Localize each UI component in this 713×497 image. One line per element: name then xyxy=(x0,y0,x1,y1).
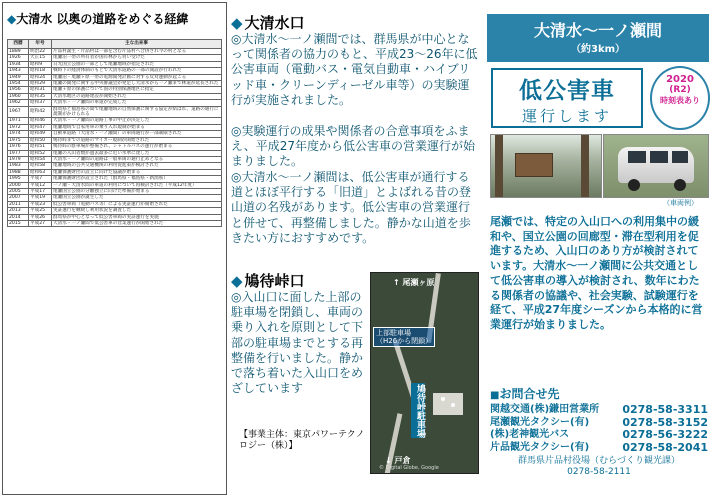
year-cell: 1975 xyxy=(8,137,29,143)
year-cell: 1979 xyxy=(8,156,29,162)
route-banner xyxy=(487,14,709,62)
contact-entry xyxy=(490,429,708,442)
table-row xyxy=(8,81,222,87)
era-cell: 昭和29 xyxy=(29,81,52,87)
event-cell: 実証運行を継続し利用状況を調査した xyxy=(52,208,222,214)
contact-footer: 群馬県片品村役場（むらづくり観光課） 0278-58-2111 xyxy=(518,456,680,477)
year-cell: 2014 xyxy=(8,214,29,220)
era-cell: 平成27 xyxy=(29,220,52,226)
map-label-ozegahara: ↑ 尾瀬ヶ原 xyxy=(393,278,435,287)
year-cell: 1943 xyxy=(8,68,29,74)
year-cell: 1954 xyxy=(8,81,29,87)
year-cell: 1974 xyxy=(8,131,29,137)
event-cell: 一ノ瀬・大清水間の車道の利用について再検討された（平成12年度） xyxy=(52,182,222,188)
year-cell: 1962 xyxy=(8,100,29,106)
year-cell: 1983 xyxy=(8,163,29,169)
era-cell: 昭和42 xyxy=(29,106,52,118)
year-cell: 1977 xyxy=(8,150,29,156)
event-cell: 鳩待峠までの道路のマイカー規制が開始された xyxy=(52,137,222,143)
era-cell: 昭和24 xyxy=(29,74,52,80)
history-title: ◆大清水 以奥の道路をめぐる経緯 xyxy=(7,12,189,26)
event-cell: 群馬県が中心となって低公害車両の実証運行を実施 xyxy=(52,214,222,220)
oshimizu-para-2: ◎実験運行の成果や関係者の合意事項をふまえ、平成27年度から低公害車の営業運行が始まりました。 xyxy=(231,124,475,169)
event-cell: 尾瀬ヶ原の保護について国の特別保護地区に指定 xyxy=(52,87,222,93)
year-cell: 1934 xyxy=(8,61,29,67)
event-cell: 尾瀬地域の公共交通機関の利用促進策が検討された xyxy=(52,163,222,169)
year-cell: 1972 xyxy=(8,124,29,130)
oshimizu-para-3: ◎大清水～一ノ瀬間は、低公害車が通行する道とほぼ平行する「旧道」とよばれる昔の登山道の名残があります。低公害車の営業運行と併せて、再整備しました。静かな山道を歩きたい方におすすめです。 xyxy=(231,170,472,245)
contact-name: (株)老神観光バス xyxy=(490,429,570,440)
contact-name: 尾瀬観光タクシー(有) xyxy=(490,416,590,428)
oshimizu-heading: ◆ 大清水口 xyxy=(231,14,305,32)
era-cell: 昭和51 xyxy=(29,144,52,150)
event-cell: 低公害車両（電動バス等）による実証運行が開始された xyxy=(52,201,222,207)
table-row xyxy=(8,220,222,226)
diamond-icon: ◆ xyxy=(7,12,17,26)
event-cell: 尾瀬の入山者数が過去最多に近い水準に達した xyxy=(52,150,222,156)
year-cell: 1889 xyxy=(8,49,29,55)
event-cell: 尾瀬沼・尾瀬ヶ原一帯の電源開発計画に対する反対運動が起こる xyxy=(52,74,222,80)
year-cell: 1976 xyxy=(8,144,29,150)
year-cell: 2007 xyxy=(8,195,29,201)
contact-tel: 0278-58-3152 xyxy=(622,415,708,429)
map-label-tokura: ↓ 戸倉 xyxy=(385,456,411,465)
era-cell: 昭和63 xyxy=(29,169,52,175)
contact-name: 片品観光タクシー(有) xyxy=(490,441,590,453)
era-cell: 平成7 xyxy=(29,176,52,182)
year-cell: 1971 xyxy=(8,118,29,124)
vehicle-photo xyxy=(603,134,709,198)
year-cell: 2015 xyxy=(8,220,29,226)
hatomachi-owner: 【事業主体：東京パワーテクノロジー（株）】 xyxy=(239,430,365,451)
map-hatomachi-lot: 鳩待峠駐車場 xyxy=(411,383,425,438)
event-cell: 大清水地区の道路建設が開始された xyxy=(52,93,222,99)
era-cell: 昭和9 xyxy=(29,61,52,67)
event-cell: 尾瀬の開発に関する中央審議会が発足し大清水から一ノ瀬まで林道が延長された xyxy=(52,81,222,87)
history-table xyxy=(7,39,222,227)
year-cell: 1995 xyxy=(8,176,29,182)
event-cell: 尾瀬沼一帯の所有者が国有林から買い受けた xyxy=(52,55,222,61)
year-cell: 1949 xyxy=(8,74,29,80)
era-cell: 平成25 xyxy=(29,208,52,214)
hatomachi-map xyxy=(370,272,479,474)
diamond-icon: ◆ xyxy=(231,14,243,32)
diamond-icon: ◆ xyxy=(231,272,243,290)
year-cell: 2005 xyxy=(8,188,29,194)
col-era: 年号 xyxy=(29,40,52,49)
contact-heading: ■お問合せ先 xyxy=(490,387,560,401)
hatomachi-para: ◎入山口に面した上部の駐車場を閉鎖し、車両の乗り入れを原則として下部の駐車場までとする再整備を行いました。静かで落ち着いた入山口をめざしています xyxy=(231,290,364,396)
col-event: 主な出来事 xyxy=(52,40,222,49)
era-cell: 昭和54 xyxy=(29,156,52,162)
era-cell: 平成26 xyxy=(29,214,52,220)
route-distance: （約3km） xyxy=(570,44,626,55)
event-cell: 鳩待峠の駐車場が整備され、シャトルバスの運行が始まる xyxy=(52,144,222,150)
event-cell: 大清水・一ノ瀬間の道路は一般車両の通行止めとなる xyxy=(52,156,222,162)
year-cell: 1960 xyxy=(8,93,29,99)
route-title: 大清水～一ノ瀬間 xyxy=(533,21,662,40)
table-row xyxy=(8,182,222,188)
event-cell: 尾瀬国立公園が誕生した xyxy=(52,195,222,201)
right-column xyxy=(487,2,711,495)
intro-description: 尾瀬では、特定の入山口への利用集中の緩和や、国立公園の回廊型・滞在型利用を促進するため、入山口のあり方が検討されています。大清水～一ノ瀬間に公共交通として低公害車の導入が検討され、数年にわたる関係者の協議や、社会実験、試験運行を経て、平成27年度シーズンから本格的に営業運行が始まりました。 xyxy=(490,215,703,331)
middle-column xyxy=(229,2,481,495)
year-cell: 1956 xyxy=(8,87,29,93)
era-cell: 昭和46 xyxy=(29,118,52,124)
headline-sub: 運行します xyxy=(521,107,612,125)
event-cell: 片品村誕生・片品村は一部を含む片品村へ合併され今の村となる xyxy=(52,49,222,55)
era-cell: 昭和18 xyxy=(29,68,52,74)
era-cell: 昭和37 xyxy=(29,100,52,106)
year-cell: 1926 xyxy=(8,55,29,61)
era-cell: 大正15 xyxy=(29,55,52,61)
era-cell: 昭和31 xyxy=(29,87,52,93)
contact-entry xyxy=(490,442,708,455)
history-panel xyxy=(2,2,227,495)
col-year: 西暦 xyxy=(8,40,29,49)
era-cell: 昭和49 xyxy=(29,131,52,137)
event-cell: 尾瀬保護財団の設立に向けた協議が始まる xyxy=(52,169,222,175)
contact-tel: 0278-58-3311 xyxy=(622,403,708,416)
era-cell: 昭和47 xyxy=(29,124,52,130)
event-cell: 日光国立公園の一部として尾瀬地域が指定された xyxy=(52,61,222,67)
event-cell: 尾瀬保護財団が設立された（群馬県・福島県・新潟県） xyxy=(52,176,222,182)
era-cell: 平成23 xyxy=(29,201,52,207)
event-cell: 群馬県と福島県の間で尾瀬地域の自然保護に関する協定が結ばれ、道路の通行に規制がかけられる xyxy=(52,106,222,118)
square-icon: ■ xyxy=(490,390,500,401)
headline-main: 低公害車 xyxy=(519,78,615,104)
era-cell: 昭和52 xyxy=(29,150,52,156)
contact-tel: 0278-58-2041 xyxy=(622,440,708,454)
era-cell: 明治22 xyxy=(29,49,52,55)
oshimizu-para-1: ◎大清水～一ノ瀬間では、群馬県が中心となって関係者の協力のもと、平成23～26年に低公害車両（電動バス・電気自動車・ハイブリッド車・クリーンディーゼル車等）の実験運行が実施されました。 xyxy=(231,32,478,107)
era-cell: 昭和58 xyxy=(29,163,52,169)
era-cell: 平成17 xyxy=(29,188,52,194)
contact-name: 関越交通(株)鎌田営業所 xyxy=(490,404,600,415)
year-cell: 2000 xyxy=(8,182,29,188)
year-cell: 1967 xyxy=(8,106,29,118)
year-cell: 1988 xyxy=(8,169,29,175)
trailhead-photo xyxy=(490,134,602,198)
map-credit: © Digital Globe, Google xyxy=(379,465,439,471)
contact-entry xyxy=(490,404,708,417)
event-cell: 大清水・一ノ瀬間で低公害車の営業運行が開始された xyxy=(52,220,222,226)
hatomachi-heading: ◆ 鳩待峠口 xyxy=(231,272,305,290)
year-badge: 2020 (R2) 時刻表あり xyxy=(650,66,710,130)
event-cell: 戦時下の経済体制のもとで大清水道路の一部の開設が行われた xyxy=(52,68,222,74)
headline-box xyxy=(491,68,643,128)
event-cell: 自動車道路（大清水・一ノ瀬間）の車両通行が一部制限された xyxy=(52,131,222,137)
era-cell: 昭和50 xyxy=(29,137,52,143)
event-cell: 大清水・一ノ瀬間の車道が完成した xyxy=(52,100,222,106)
map-upper-lot: 上部駐車場 （H26から閉鎖） xyxy=(373,327,435,347)
era-cell: 平成19 xyxy=(29,195,52,201)
year-cell: 2011 xyxy=(8,201,29,207)
table-row xyxy=(8,106,222,118)
event-cell: 大清水・一ノ瀬間の道路工事の中止が決定した xyxy=(52,118,222,124)
era-cell: 昭和35 xyxy=(29,93,52,99)
photo-caption: （車両例） xyxy=(663,199,698,207)
event-cell: 尾瀬国立公園の分離独立に向けた準備が始まる xyxy=(52,188,222,194)
contact-tel: 0278-56-3222 xyxy=(622,428,708,441)
era-cell: 平成12 xyxy=(29,182,52,188)
contact-section xyxy=(490,386,708,478)
year-cell: 2013 xyxy=(8,208,29,214)
event-cell: 尾瀬地域で自家用車の乗り入れ規制が始まる xyxy=(52,124,222,130)
